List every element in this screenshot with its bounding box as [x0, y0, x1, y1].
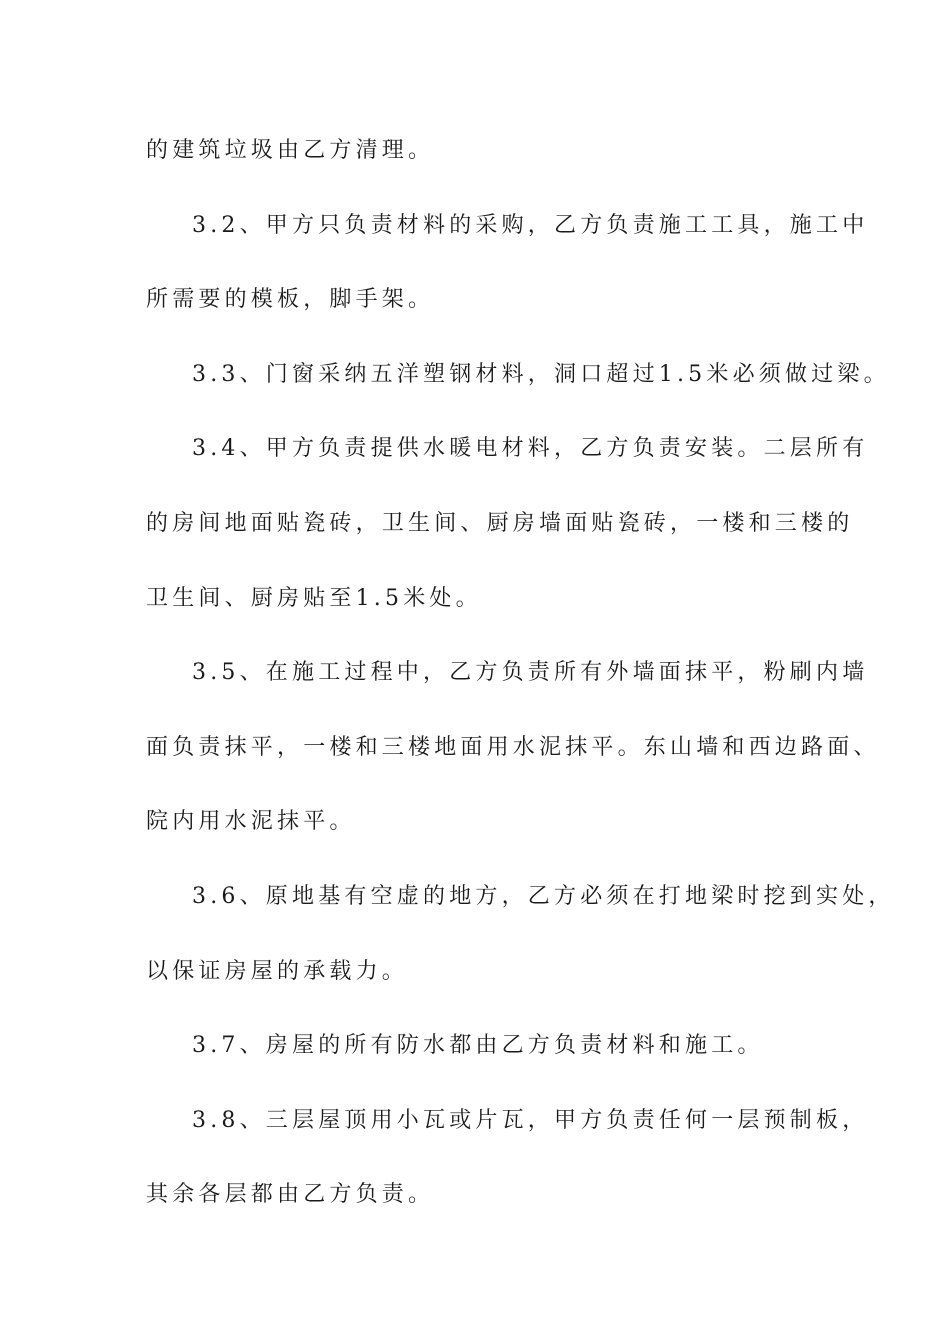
- clause-3-2-line-1: 3.2、甲方只负责材料的采购，乙方负责施工工具，施工中: [192, 212, 869, 238]
- text-line-continuation: 的建筑垃圾由乙方清理。: [146, 138, 435, 163]
- clause-3-4-line-1: 3.4、甲方负责提供水暖电材料，乙方负责安装。二层所有: [192, 436, 869, 462]
- clause-3-5-line-1: 3.5、在施工过程中，乙方负责所有外墙面抹平，粉刷内墙: [192, 660, 869, 686]
- clause-3-8-line-1: 3.8、三层屋顶用小瓦或片瓦，甲方负责任何一层预制板，: [192, 1107, 869, 1133]
- clause-3-4-line-3: 卫生间、厨房贴至1.5米处。: [146, 585, 482, 611]
- clause-3-2-line-2: 所需要的模板，脚手架。: [146, 287, 435, 313]
- clause-3-3-line-1: 3.3、门窗采纳五洋塑钢材料，洞口超过1.5米必须做过梁。: [192, 361, 890, 387]
- clause-3-5-line-3: 院内用水泥抹平。: [146, 809, 356, 835]
- clause-3-5-line-2: 面负责抹平，一楼和三楼地面用水泥抹平。东山墙和西边路面、: [146, 734, 880, 760]
- clause-3-8-line-2: 其余各层都由乙方负责。: [146, 1182, 435, 1208]
- clause-3-7-line-1: 3.7、房屋的所有防水都由乙方负责材料和施工。: [192, 1033, 764, 1059]
- document-body: [146, 128, 895, 1247]
- clause-3-4-line-2: 的房间地面贴瓷砖，卫生间、厨房墙面贴瓷砖，一楼和三楼的: [146, 510, 854, 536]
- clause-3-6-line-1: 3.6、原地基有空虚的地方，乙方必须在打地梁时挖到实处，: [192, 883, 895, 909]
- clause-3-6-line-2: 以保证房屋的承载力。: [146, 958, 409, 984]
